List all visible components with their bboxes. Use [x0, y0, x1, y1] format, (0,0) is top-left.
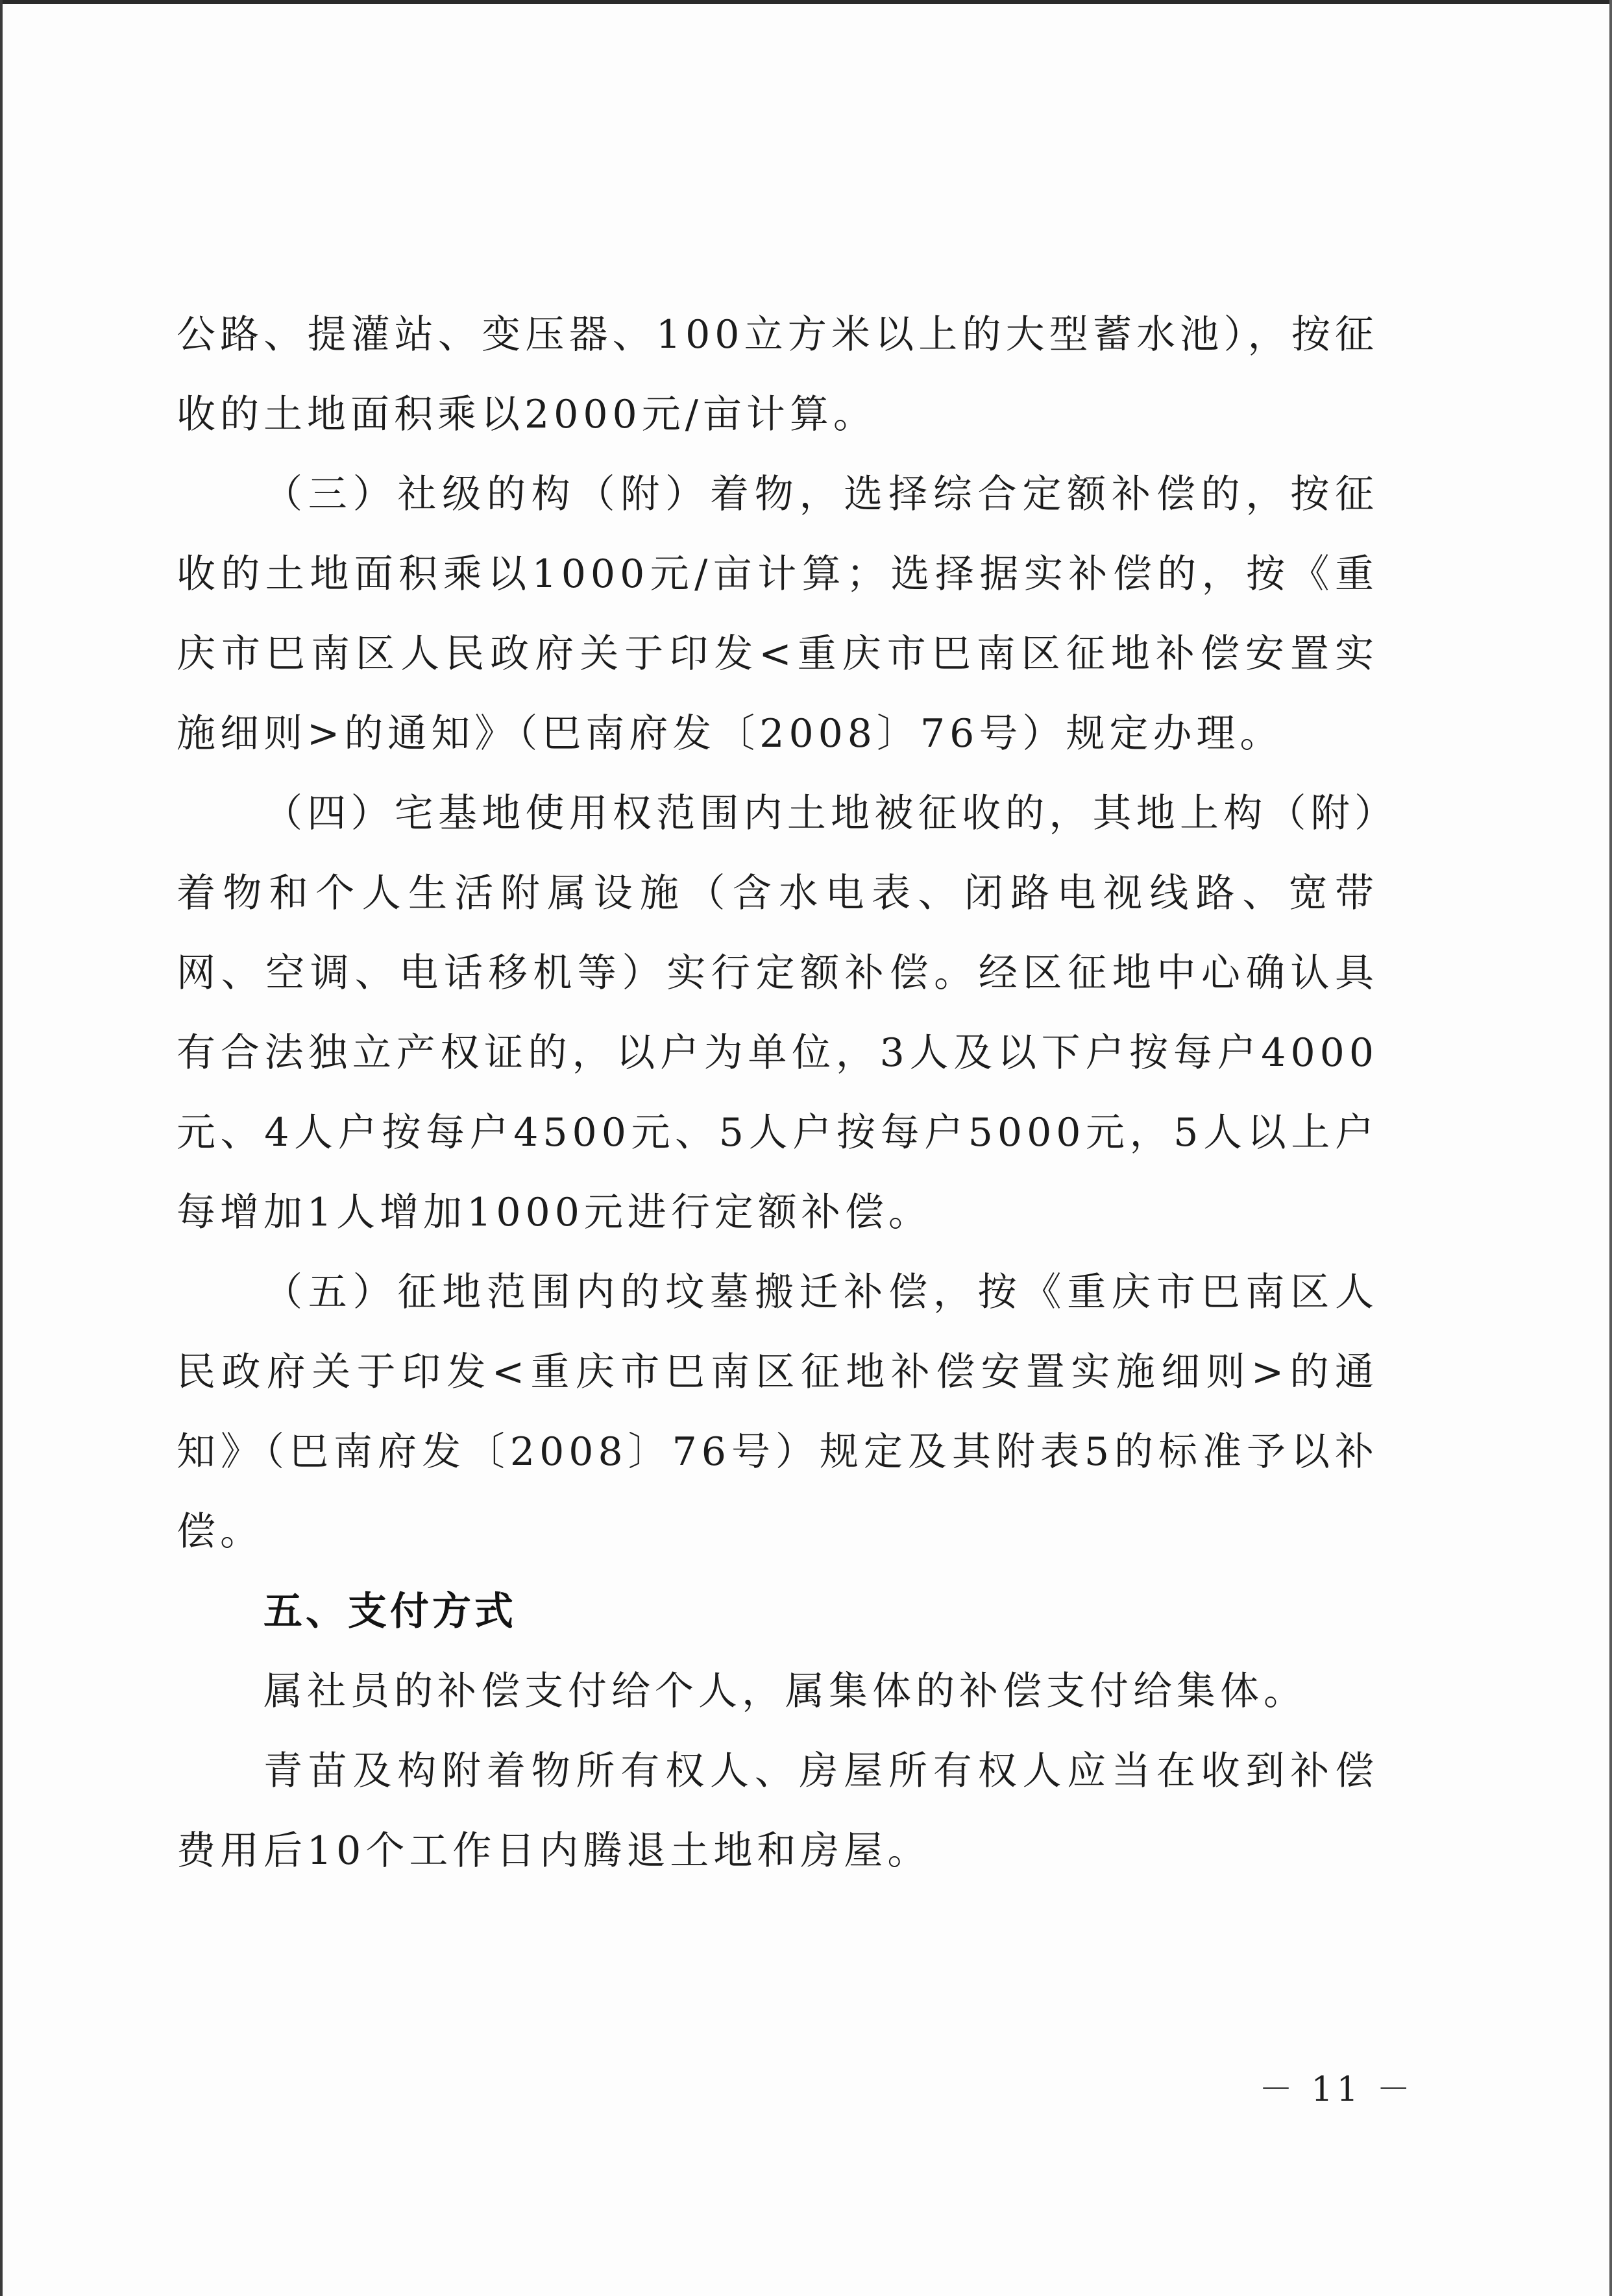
paragraph-payment-2: 青苗及构附着物所有权人、房屋所有权人应当在收到补偿费用后10个工作日内腾退土地和房屋。 [177, 1748, 1378, 1874]
scan-edge-right [1609, 0, 1612, 2296]
paragraph-item-5: （五）征地范围内的坟墓搬迁补偿，按《重庆市巴南区人民政府关于印发<重庆市巴南区征地补偿安置实施细则>的通知》（巴南府发〔2008〕76号）规定及其附表5的标准予以补偿。 [177, 1270, 1378, 1554]
scan-edge-left [0, 0, 3, 2296]
section-heading-payment: 五、支付方式 [263, 1589, 517, 1634]
paragraph-item-3: （三）社级的构（附）着物，选择综合定额补偿的，按征收的土地面积乘以1000元/亩计算；选择据实补偿的，按《重庆市巴南区人民政府关于印发<重庆市巴南区征地补偿安置实施细则>的通知》（巴南府发〔2008〕76号）规定办理。 [177, 472, 1378, 756]
paragraph-item-4: （四）宅基地使用权范围内土地被征收的，其地上构（附）着物和个人生活附属设施（含水电表、闭路电视线路、宽带网、空调、电话移机等）实行定额补偿。经区征地中心确认具有合法独立产权证的，以户为单位，3人及以下户按每户4000元、4人户按每户4500元、5人户按每户5000元，5人以上户每增加1人增加1000元进行定额补偿。 [177, 791, 1378, 1235]
document-body [177, 295, 1378, 1891]
paragraph-payment-1: 属社员的补偿支付给个人，属集体的补偿支付给集体。 [263, 1669, 1307, 1714]
page-number: － 11 － [1259, 2070, 1415, 2109]
scan-edge-top [0, 0, 1612, 4]
paragraph-continuation: 公路、提灌站、变压器、100立方米以上的大型蓄水池），按征收的土地面积乘以2000元/亩计算。 [177, 312, 1378, 437]
